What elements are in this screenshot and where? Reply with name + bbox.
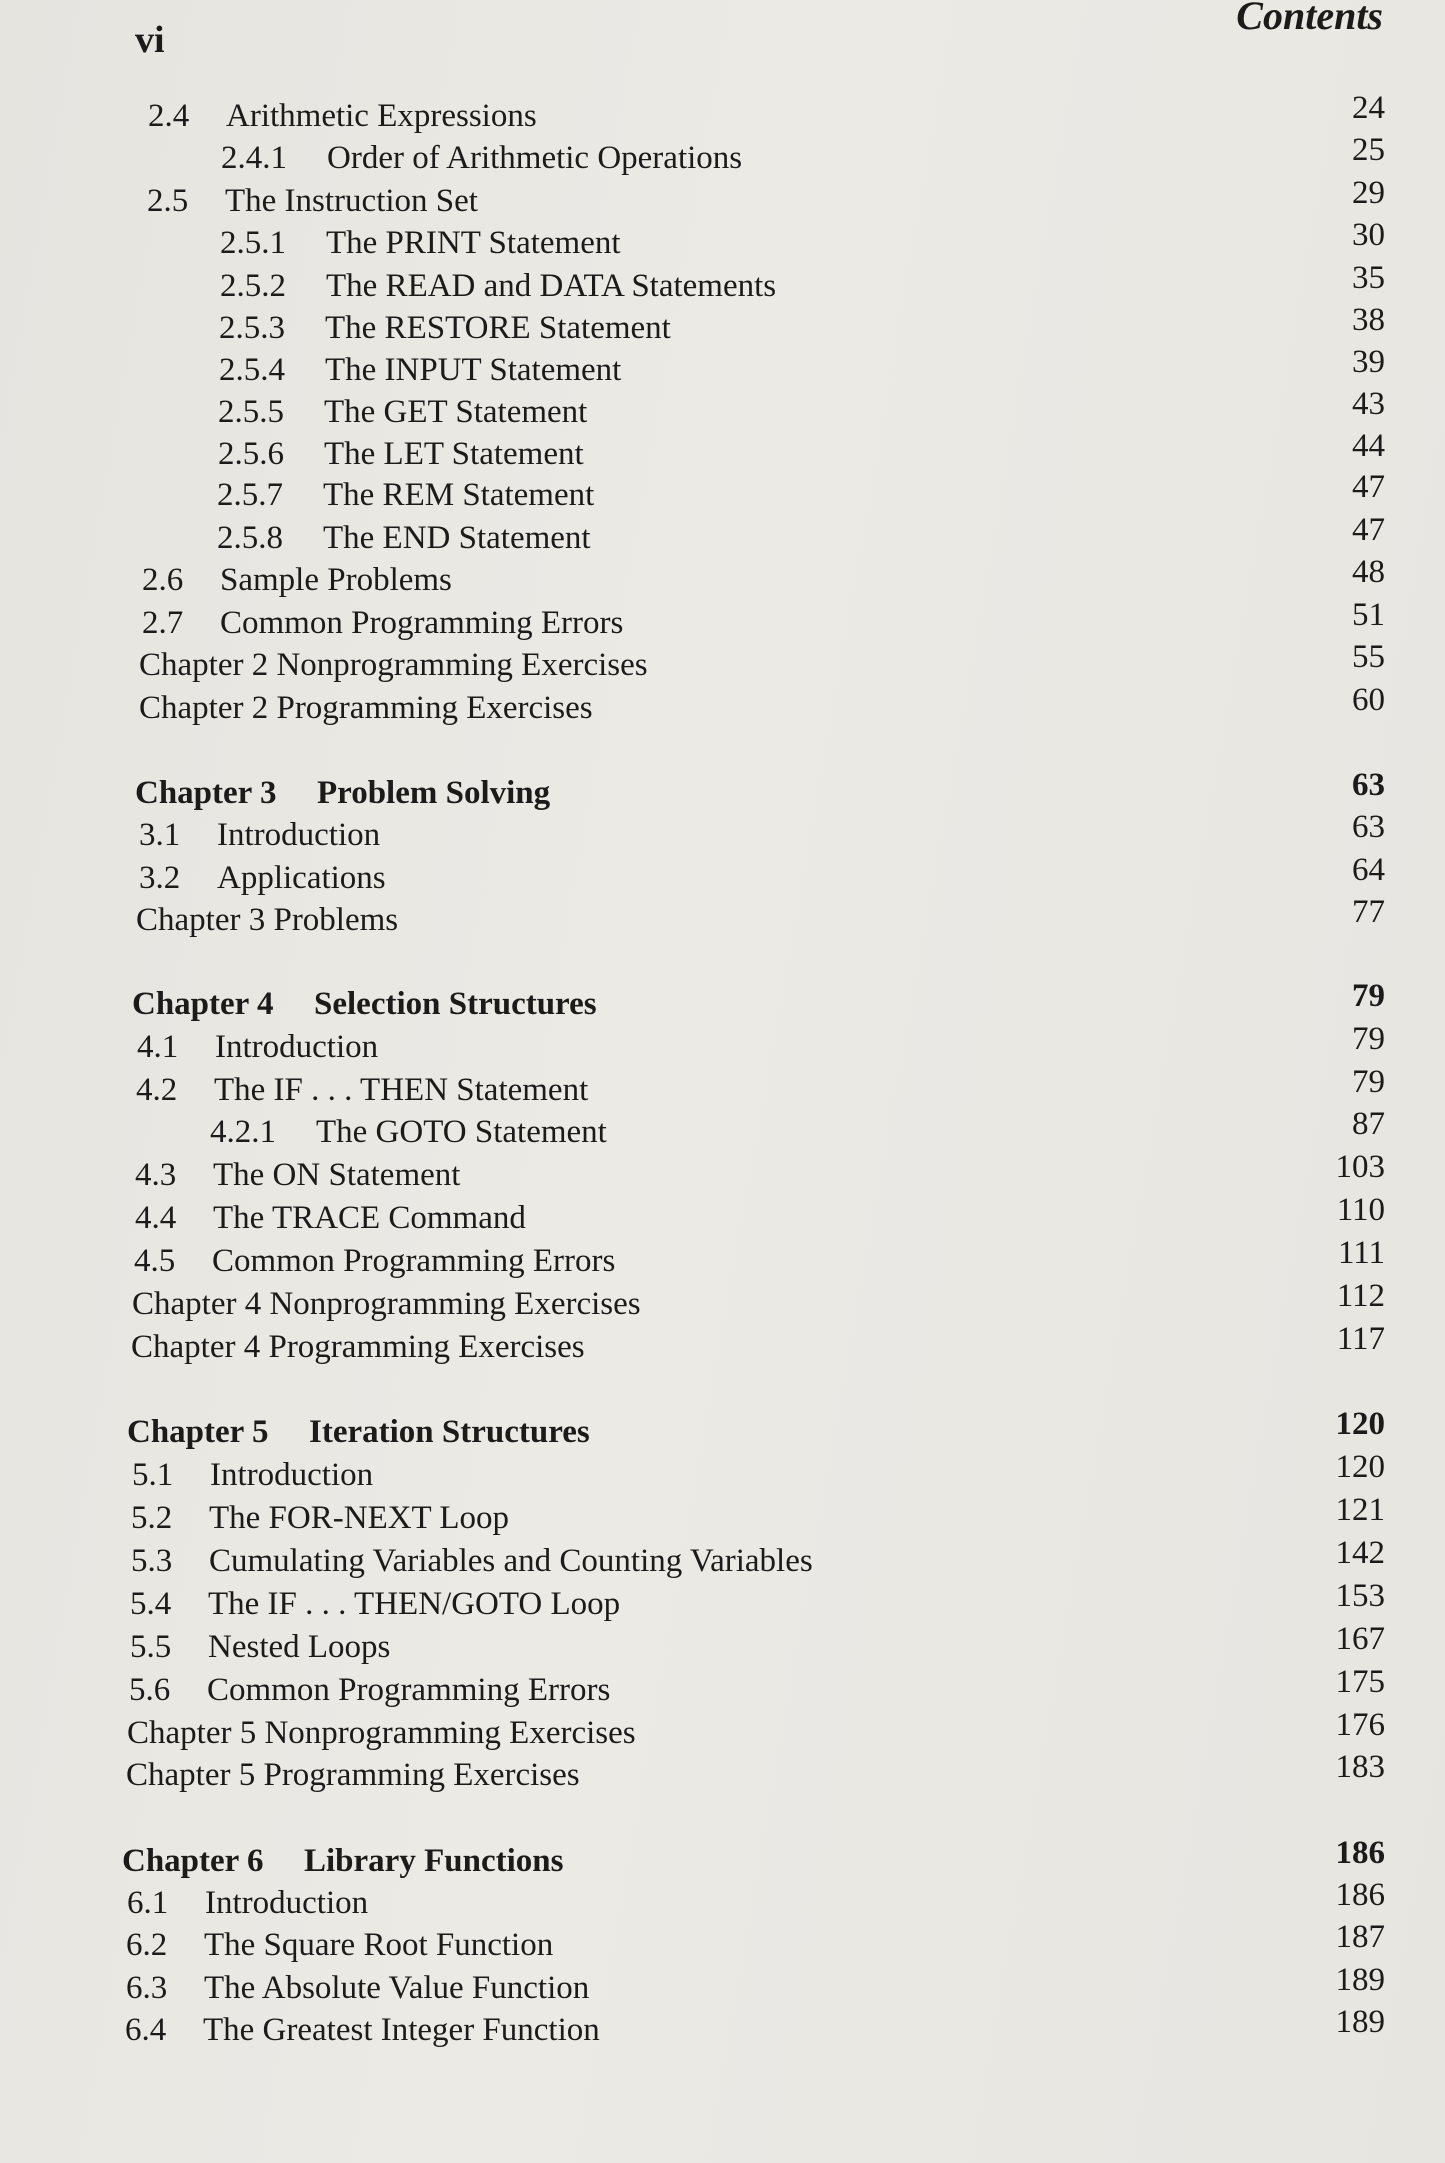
toc-entry-number: 6.4 (125, 2012, 167, 2048)
toc-entry-title: Cumulating Variables and Counting Variables (209, 1543, 813, 1579)
toc-page-number: 79 (1352, 1064, 1385, 1100)
toc-entry-number: 6.1 (127, 1885, 169, 1921)
toc-page-number: 38 (1352, 302, 1385, 338)
toc-entry-title: Chapter 5 Programming Exercises (126, 1757, 580, 1793)
toc-page-number: 175 (1335, 1664, 1385, 1700)
toc-page-number: 117 (1336, 1321, 1385, 1357)
toc-page-number: 79 (1352, 1021, 1385, 1057)
toc-entry-number: 4.2.1 (210, 1114, 276, 1150)
toc-page-number: 167 (1335, 1621, 1385, 1657)
toc-entry-title: Chapter 4 Programming Exercises (131, 1329, 585, 1365)
toc-entry-title: Chapter 2 Nonprogramming Exercises (139, 647, 648, 683)
toc-page-number: 44 (1352, 428, 1385, 464)
toc-entry-title: Order of Arithmetic Operations (327, 140, 743, 176)
toc-entry-number: Chapter 5 (127, 1414, 269, 1450)
toc-entry-title: Common Programming Errors (207, 1672, 611, 1708)
toc-entry-title: Introduction (217, 817, 381, 853)
toc-entry-number: 4.4 (135, 1200, 177, 1236)
toc-entry-title: Chapter 4 Nonprogramming Exercises (132, 1286, 641, 1322)
toc-entry-title: Applications (217, 860, 386, 896)
toc-entry-number: 2.7 (142, 605, 184, 641)
toc-entry-number: Chapter 3 (135, 775, 277, 811)
toc-page-number: 187 (1335, 1919, 1385, 1955)
toc-entry-title: The RESTORE Statement (325, 310, 671, 346)
toc-entry-title: The IF . . . THEN Statement (214, 1072, 589, 1108)
toc-entry-number: 3.1 (139, 817, 181, 853)
toc-entry-number: 6.3 (126, 1970, 168, 2006)
toc-page-number: 51 (1352, 597, 1385, 633)
toc-page-number: 47 (1352, 469, 1385, 505)
toc-entry-title: The Absolute Value Function (204, 1970, 590, 2006)
toc-entry-title: The Square Root Function (204, 1927, 554, 1963)
toc-entry-title: Chapter 5 Nonprogramming Exercises (127, 1715, 636, 1751)
toc-entry-title: Introduction (215, 1029, 379, 1065)
toc-page-number: 110 (1336, 1192, 1385, 1228)
toc-page-number: 43 (1352, 386, 1385, 422)
toc-page-number: 189 (1335, 1962, 1385, 1998)
toc-entry-title: Common Programming Errors (212, 1243, 616, 1279)
toc-page-number: 120 (1335, 1406, 1385, 1442)
toc-entry-number: Chapter 4 (132, 986, 274, 1022)
toc-entry-number: 3.2 (139, 860, 181, 896)
toc-entry-title: Introduction (210, 1457, 374, 1493)
toc-entry-title: The Instruction Set (225, 183, 478, 219)
toc-entry-title: The LET Statement (324, 436, 584, 472)
toc-entry-number: 2.5.8 (217, 520, 283, 556)
running-head: Contents (1236, 0, 1383, 38)
toc-entry-title: Library Functions (304, 1843, 564, 1879)
toc-entry-number: 2.6 (142, 562, 184, 598)
toc-entry-number: 2.5 (147, 183, 189, 219)
toc-entry-number: 5.6 (129, 1672, 171, 1708)
toc-entry-title: The GET Statement (324, 394, 588, 430)
toc-page-number: 142 (1335, 1535, 1385, 1571)
toc-page-number: 63 (1352, 809, 1385, 845)
toc-entry-number: 4.1 (137, 1029, 179, 1065)
toc-page-number: 60 (1352, 682, 1385, 718)
toc-entry-title: Chapter 3 Problems (136, 902, 399, 938)
toc-entry-title: Iteration Structures (309, 1414, 590, 1450)
toc-page-number: 176 (1335, 1707, 1385, 1743)
toc-page-number: 48 (1352, 554, 1385, 590)
toc-entry-number: 5.1 (132, 1457, 174, 1493)
toc-entry-number: Chapter 6 (122, 1843, 264, 1879)
toc-page-number: 63 (1352, 767, 1385, 803)
toc-page-number: 25 (1352, 132, 1385, 168)
toc-entry-title: Problem Solving (317, 775, 551, 811)
toc-page-number: 183 (1335, 1749, 1385, 1785)
toc-entry-number: 2.5.7 (217, 477, 283, 513)
toc-entry-title: The READ and DATA Statements (326, 268, 777, 304)
toc-entry-number: 2.5.3 (219, 310, 285, 346)
toc-page-number: 186 (1335, 1835, 1385, 1871)
toc-page-number: 64 (1352, 852, 1385, 888)
toc-entry-number: 2.4 (148, 98, 190, 134)
toc-entry-number: 2.5.4 (219, 352, 285, 388)
toc-entry-title: Selection Structures (314, 986, 597, 1022)
toc-page-number: 30 (1352, 217, 1385, 253)
toc-entry-number: 4.3 (135, 1157, 177, 1193)
toc-entry-number: 5.2 (131, 1500, 173, 1536)
toc-entry-title: Introduction (205, 1885, 369, 1921)
toc-entry-number: 5.5 (130, 1629, 172, 1665)
toc-entry-number: 4.2 (136, 1072, 178, 1108)
toc-entry-title: The END Statement (323, 520, 591, 556)
toc-page-number: 87 (1352, 1106, 1385, 1142)
toc-entry-number: 2.5.2 (220, 268, 286, 304)
toc-page-number: 55 (1352, 639, 1385, 675)
toc-entry-number: 2.5.5 (218, 394, 284, 430)
toc-page-number: 35 (1352, 260, 1385, 296)
toc-entry-number: 2.4.1 (221, 140, 287, 176)
toc-page-number: 111 (1337, 1235, 1385, 1271)
toc-page-number: 112 (1336, 1278, 1385, 1314)
toc-entry-title: Nested Loops (208, 1629, 391, 1665)
toc-page-number: 79 (1352, 978, 1385, 1014)
toc-page-number: 47 (1352, 512, 1385, 548)
toc-entry-title: The GOTO Statement (316, 1114, 607, 1150)
toc-entry-title: Arithmetic Expressions (226, 98, 537, 134)
toc-entry-title: The PRINT Statement (326, 225, 621, 261)
toc-page-number: 186 (1335, 1877, 1385, 1913)
toc-entry-number: 5.4 (130, 1586, 172, 1622)
toc-entry-title: The IF . . . THEN/GOTO Loop (208, 1586, 621, 1622)
toc-entry-title: The REM Statement (323, 477, 595, 513)
toc-entry-number: 4.5 (134, 1243, 176, 1279)
toc-page-number: 29 (1352, 175, 1385, 211)
toc-page-number: 121 (1335, 1492, 1385, 1528)
toc-entry-number: 6.2 (126, 1927, 168, 1963)
toc-page-number: 24 (1352, 90, 1385, 126)
toc-entry-title: The INPUT Statement (325, 352, 622, 388)
toc-page-number: 153 (1335, 1578, 1385, 1614)
toc-entry-title: The FOR-NEXT Loop (209, 1500, 510, 1536)
page-folio: vi (135, 19, 165, 61)
toc-entry-title: Sample Problems (220, 562, 452, 598)
toc-entry-title: The Greatest Integer Function (203, 2012, 600, 2048)
toc-page-number: 39 (1352, 344, 1385, 380)
toc-entry-number: 2.5.6 (218, 436, 284, 472)
toc-entry-title: Chapter 2 Programming Exercises (139, 690, 593, 726)
toc-page-number: 77 (1352, 894, 1385, 930)
toc-entry-number: 2.5.1 (220, 225, 286, 261)
toc-entry-title: Common Programming Errors (220, 605, 624, 641)
toc-entry-title: The ON Statement (213, 1157, 461, 1193)
toc-entry-number: 5.3 (131, 1543, 173, 1579)
toc-page-number: 120 (1335, 1449, 1385, 1485)
toc-entry-title: The TRACE Command (213, 1200, 526, 1236)
toc-page-number: 103 (1335, 1149, 1385, 1185)
toc-page-number: 189 (1335, 2004, 1385, 2040)
